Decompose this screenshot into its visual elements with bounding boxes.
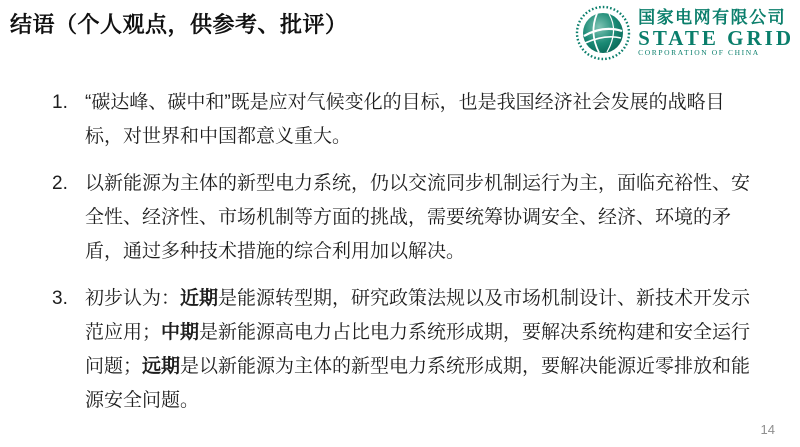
state-grid-logo	[575, 5, 794, 61]
list-item-number: 1.	[52, 92, 68, 113]
list-item	[52, 282, 758, 418]
list-item-number: 2.	[52, 173, 68, 194]
list-item-text: 初步认为：近期是能源转型期，研究政策法规以及市场机制设计、新技术开发示范应用；中期是新能源高电力占比电力系统形成期，要解决系统构建和安全运行问题；远期是以新能源为主体的新型电力系统形成期，要解决能源近零排放和能源安全问题。	[85, 288, 751, 411]
list-item	[52, 86, 758, 154]
logo-company-subtitle: CORPORATION OF CHINA	[638, 48, 760, 58]
list-item	[52, 167, 758, 269]
list-item-number: 3.	[52, 288, 68, 309]
page-number: 14	[760, 422, 775, 437]
list-item-text: 以新能源为主体的新型电力系统，仍以交流同步机制运行为主，面临充裕性、安全性、经济性、市场机制等方面的挑战，需要统筹协调安全、经济、环境的矛盾，通过多种技术措施的综合利用加以解决。	[85, 173, 751, 262]
logo-company-name-en: STATE GRID	[638, 26, 794, 51]
logo-company-name-cn: 国家电网有限公司	[638, 7, 787, 27]
conclusion-list	[52, 86, 758, 431]
page-title: 结语（个人观点，供参考、批评）	[10, 12, 348, 37]
list-item-text: “碳达峰、碳中和”既是应对气候变化的目标，也是我国经济社会发展的战略目标，对世界和中国都意义重大。	[85, 92, 725, 147]
state-grid-globe-icon	[575, 5, 631, 61]
